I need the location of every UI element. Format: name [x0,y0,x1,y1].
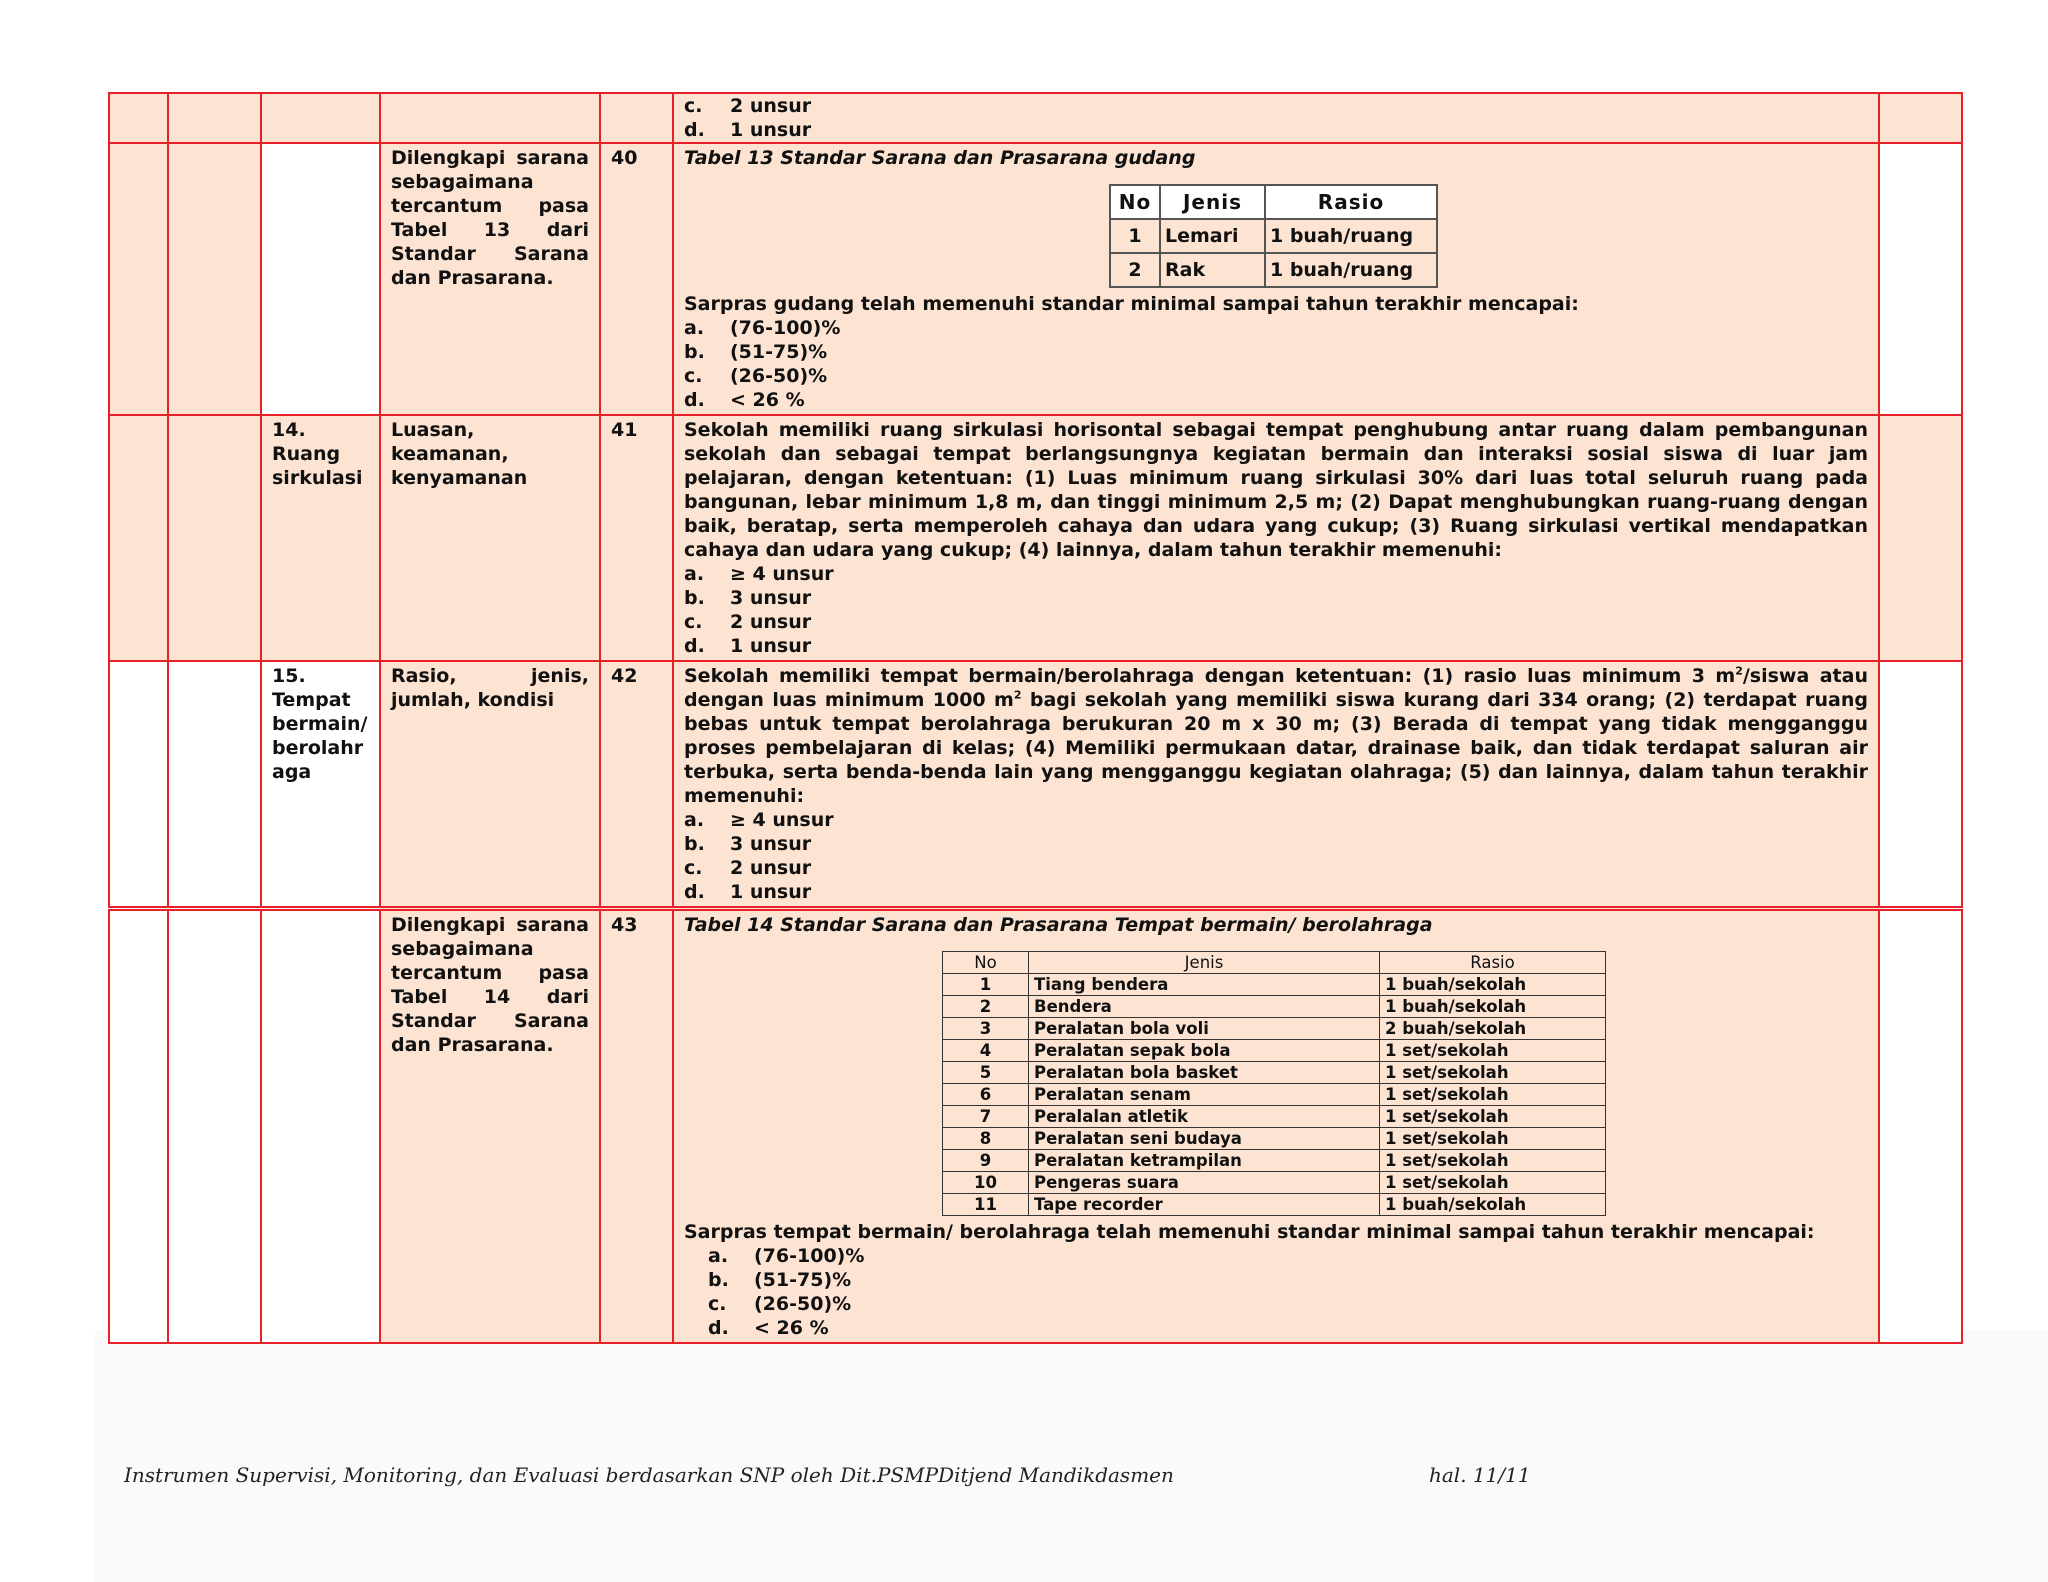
option-a: a. ≥ 4 unsur [684,563,834,585]
cell-empty [600,93,673,143]
table-14-row: 1 Tiang bendera 1 buah/sekolah [943,974,1606,996]
cell-empty [168,93,261,143]
table-13-row: 2 Rak 1 buah/ruang [1110,253,1437,287]
option-c: c. (26-50)% [684,365,828,387]
option-c: c. (26-50)% [708,1293,852,1315]
cell-empty [1879,143,1962,415]
table-13-row: 1 Lemari 1 buah/ruang [1110,219,1437,253]
option-d: d. 1 unsur [684,635,812,657]
number-cell: 41 [600,415,673,661]
table-14-row: 9 Peralatan ketrampilan 1 set/sekolah [943,1150,1606,1172]
question-cell [673,143,1879,415]
table-14-row: 7 Peralalan atletik 1 set/sekolah [943,1106,1606,1128]
option-c: c. 2 unsur [684,611,812,633]
cell-empty [109,143,168,415]
table-row-40 [109,143,1962,415]
option-b: b. 3 unsur [684,833,812,855]
table-14-row: 6 Peralatan senam 1 set/sekolah [943,1084,1606,1106]
table-13-header-jenis: Jenis [1160,185,1265,219]
criteria-cell: Dilengkapi sarana sebagaimana tercantum pasa Tabel 13 dari Standar Sarana dan Prasarana. [380,143,600,415]
table-13-header-no: No [1110,185,1160,219]
option-c: c. 2 unsur [684,857,812,879]
table-14-row: 4 Peralatan sepak bola 1 set/sekolah [943,1040,1606,1062]
cell-empty [109,661,168,909]
cell-empty [168,415,261,661]
page-number: hal. 11/11 [1429,1463,1531,1487]
number-cell: 43 [600,909,673,1344]
page-bottom-shade [95,1330,2048,1582]
cell-empty [261,93,380,143]
cell-empty [168,661,261,909]
component-cell: 15. Tempat bermain/ berolahr aga [261,661,380,909]
cell-empty [1879,93,1962,143]
question-text: Sekolah memiliki tempat bermain/berolahraga dengan ketentuan: (1) rasio luas minimum 3 $m^2$/siswa atau dengan luas minimum 1000 $m^2$ bagi sekolah yang memiliki siswa kurang dari 334 orang; (2) terdapat ruang bebas untuk tempat berolahraga berukuran 20 m x 30 m; (3) Berada di tempat yang tidak mengganggu proses pembelajaran di kelas; (4) Memiliki permukaan datar, drainase baik, dan tidak terdapat saluran air terbuka, serta benda-benda lain yang mengganggu kegiatan olahraga; (5) dan lainnya, dalam tahun terakhir memenuhi: [684,664,1868,807]
table-14-row: 2 Bendera 1 buah/sekolah [943,996,1606,1018]
criteria-cell: Rasio, jenis, jumlah, kondisi [380,661,600,909]
option-c: c. 2 unsur [684,95,812,117]
table-14-row: 8 Peralatan seni budaya 1 set/sekolah [943,1128,1606,1150]
table-row-41 [109,415,1962,661]
option-b: b. 3 unsur [684,587,812,609]
cell-empty [1879,661,1962,909]
cell-empty [1879,415,1962,661]
component-cell [261,909,380,1344]
table-13-title: Tabel 13 Standar Sarana dan Prasarana gudang [684,147,1196,169]
component-cell: 14. Ruang sirkulasi [261,415,380,661]
question-text: Sarpras tempat bermain/ berolahraga telah memenuhi standar minimal sampai tahun terakhir mencapai: [684,1221,1815,1243]
option-d: d. < 26 % [708,1317,829,1339]
table-14-title: Tabel 14 Standar Sarana dan Prasarana Tempat bermain/ berolahraga [684,914,1433,936]
table-13 [1109,184,1438,288]
cell-empty [380,93,600,143]
cell-empty [168,143,261,415]
table-14-row: 11 Tape recorder 1 buah/sekolah [943,1194,1606,1216]
criteria-cell: Dilengkapi sarana sebagaimana tercantum pasa Tabel 14 dari Standar Sarana dan Prasarana. [380,909,600,1344]
cell-empty [168,909,261,1344]
table-14-header: No Jenis Rasio [943,952,1606,974]
question-text: Sarpras gudang telah memenuhi standar minimal sampai tahun terakhir mencapai: [684,293,1579,315]
number-cell: 42 [600,661,673,909]
cell-empty [109,93,168,143]
question-cell [673,909,1879,1344]
component-cell [261,143,380,415]
table-14-row: 10 Pengeras suara 1 set/sekolah [943,1172,1606,1194]
option-a: a. ≥ 4 unsur [684,809,834,831]
table-13-header-rasio: Rasio [1265,185,1437,219]
cell-empty [109,415,168,661]
options-cell [673,93,1879,143]
table-14 [942,951,1606,1216]
option-d: d. 1 unsur [684,881,812,903]
option-d: d. 1 unsur [684,119,812,141]
cell-empty [109,909,168,1344]
question-cell [673,415,1879,661]
option-a: a. (76-100)% [684,317,841,339]
option-b: b. (51-75)% [684,341,828,363]
table-14-row: 3 Peralatan bola voli 2 buah/sekolah [943,1018,1606,1040]
option-a: a. (76-100)% [708,1245,865,1267]
footer-title: Instrumen Supervisi, Monitoring, dan Evaluasi berdasarkan SNP oleh Dit.PSMPDitjend Mandikdasmen [124,1463,1174,1487]
table-row [109,93,1962,143]
supervision-table [108,92,1963,1344]
table-row-43 [109,909,1962,1344]
cell-empty [1879,909,1962,1344]
number-cell: 40 [600,143,673,415]
option-d: d. < 26 % [684,389,805,411]
table-14-row: 5 Peralatan bola basket 1 set/sekolah [943,1062,1606,1084]
option-b: b. (51-75)% [708,1269,852,1291]
question-text: Sekolah memiliki ruang sirkulasi horisontal sebagai tempat penghubung antar ruang dalam pembangunan sekolah dan sebagai tempat berlangsungnya kegiatan bermain dan interaksi sosial siswa di luar jam pelajaran, dengan ketentuan: (1) Luas minimum ruang sirkulasi 30% dari luas total seluruh ruang pada bangunan, lebar minimum 1,8 m, dan tinggi minimum 2,5 m; (2) Dapat menghubungkan ruang-ruang dengan baik, beratap, serta memperoleh cahaya dan udara yang cukup; (3) Ruang sirkulasi vertikal mendapatkan cahaya dan udara yang cukup; (4) lainnya, dalam tahun terakhir memenuhi: [684,419,1868,561]
table-row-42 [109,661,1962,909]
criteria-cell: Luasan, keamanan, kenyamanan [380,415,600,661]
question-cell [673,661,1879,909]
